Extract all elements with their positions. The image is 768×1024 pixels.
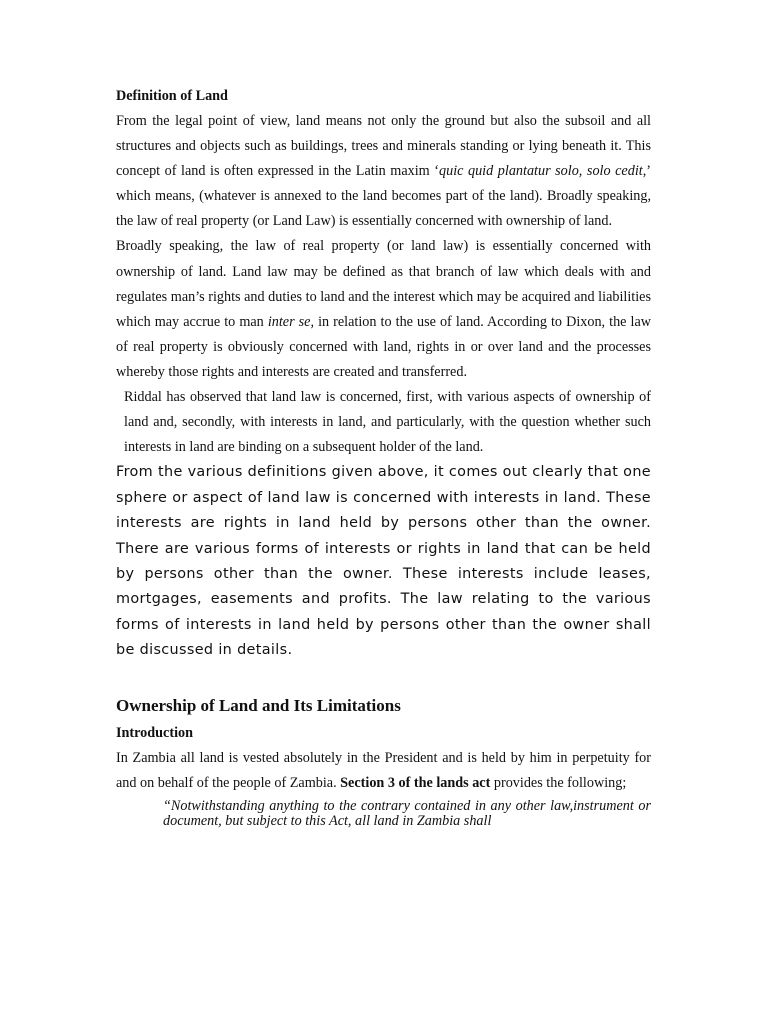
- subheading-introduction: Introduction: [116, 724, 193, 741]
- block-quote-lands-act: “Notwithstanding anything to the contrary contained in any other law,instrument or document, but subject to this Act, all land in Zambia shall: [163, 797, 651, 830]
- section-heading-ownership: Ownership of Land and Its Limitations: [116, 695, 401, 715]
- paragraph-land-law: [116, 234, 651, 385]
- paragraph-interests-in-land: From the various definitions given above, it comes out clearly that one sphere or aspect of land law is concerned with interests in land. These interests are rights in land held by persons other than the owner. There are various forms of interests or rights in land that can be held by persons other than the owner. These interests include leases, mortgages, easements and profits. The law relating to the various forms of interests in land held by persons other than the owner shall be discussed in details.: [116, 464, 651, 659]
- paragraph-text: provides the following;: [490, 774, 627, 791]
- paragraph-riddal: Riddal has observed that land law is concerned, first, with various aspects of ownership of land and, secondly, with interests in land, and particularly, with the question whether such interests in land are binding on a subsequent holder of the land.: [124, 389, 651, 456]
- statute-reference: Section 3 of the lands act: [340, 774, 491, 791]
- spacer: [116, 664, 651, 693]
- latin-maxim: quic quid plantatur solo, solo cedit: [439, 163, 643, 180]
- section-heading-definition-of-land: Definition of Land: [116, 88, 228, 104]
- document-page: [116, 84, 651, 830]
- paragraph-text: in relation to the use of land. According to Dixon, the law of real property is obviously concerned with land, rights in or over land and the processes whereby those rights and interests are created and transferred.: [116, 313, 651, 380]
- paragraph-text: ,’ which means, (whatever is annexed to the land becomes part of the land). Broadly speaking, the law of real property (or Land Law) is essentially concerned with ownership of land.: [116, 163, 651, 230]
- paragraph-text: From the legal point of view, land means not only the ground but also the subsoil and all structures and objects such as buildings, trees and minerals standing or lying beneath it. This concept of land is often expressed in the Latin maxim ‘: [116, 113, 651, 180]
- paragraph-text: In Zambia all land is vested absolutely in the President and is held by him in perpetuity for and on behalf of the people of Zambia.: [116, 749, 651, 791]
- paragraph-zambia-land: [116, 746, 651, 796]
- paragraph-legal-definition: [116, 109, 651, 234]
- paragraph-text: Broadly speaking, the law of real property (or land law) is essentially concerned with ownership of land. Land law may be defined as that branch of law which deals with and regulates man’s rights and duties to land and the interest which may be acquired and liabilities which may accrue to man: [116, 238, 651, 330]
- latin-term: inter se,: [267, 313, 315, 330]
